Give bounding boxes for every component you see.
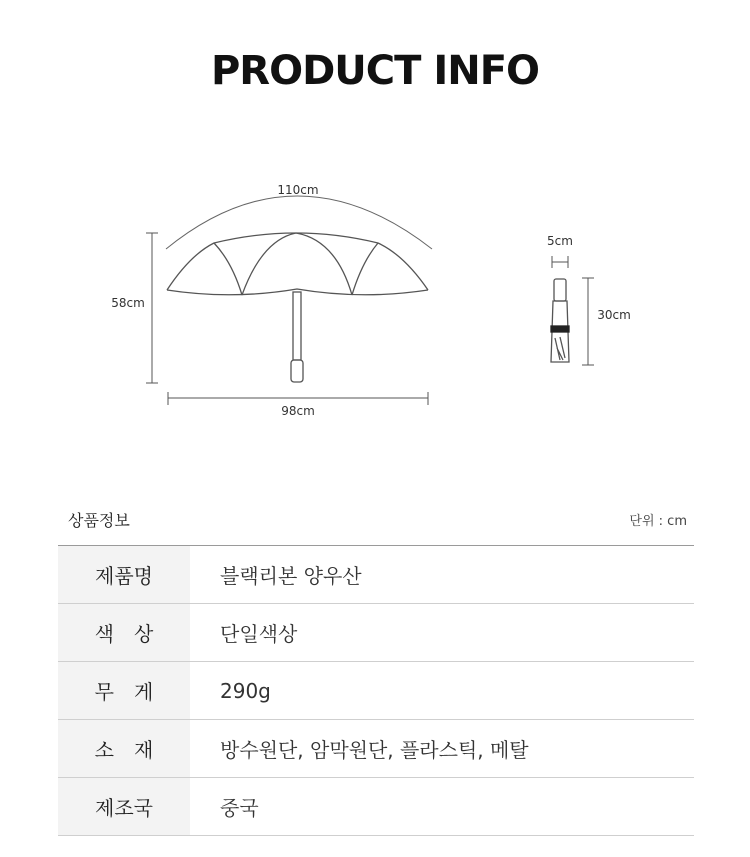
folded-umbrella-icon	[551, 279, 569, 362]
row-value: 중국	[220, 796, 259, 820]
row-value: 방수원단, 암막원단, 플라스틱, 메탈	[220, 738, 529, 762]
row-label: 색 상	[58, 604, 190, 662]
table-row	[58, 778, 694, 836]
table-row	[58, 546, 694, 604]
unit-note: 단위 : cm	[629, 514, 687, 529]
folded-length-label: 30cm	[597, 308, 631, 322]
table-row	[58, 604, 694, 662]
product-info-table	[58, 545, 694, 836]
open-umbrella-icon	[167, 233, 428, 382]
product-info-heading: 상품정보	[68, 511, 130, 530]
row-value: 블랙리본 양우산	[220, 564, 362, 588]
row-value: 단일색상	[220, 622, 298, 646]
height-dimension-line	[146, 233, 158, 383]
table-row	[58, 662, 694, 720]
row-value: 290g	[220, 678, 271, 703]
row-label: 무 게	[58, 662, 190, 720]
width-dimension-label: 98cm	[281, 404, 315, 418]
page-title: PRODUCT INFO	[210, 48, 540, 94]
height-dimension-label: 58cm	[111, 296, 145, 310]
folded-length-line	[582, 278, 594, 365]
row-label: 제조국	[58, 778, 190, 836]
row-label: 제품명	[58, 546, 190, 604]
row-label: 소 재	[58, 720, 190, 778]
table-row	[58, 720, 694, 778]
folded-diameter-label: 5cm	[547, 234, 573, 248]
arc-dimension-label: 110cm	[277, 183, 319, 197]
arc-dimension-line	[166, 196, 432, 249]
folded-diameter-line	[552, 256, 568, 268]
